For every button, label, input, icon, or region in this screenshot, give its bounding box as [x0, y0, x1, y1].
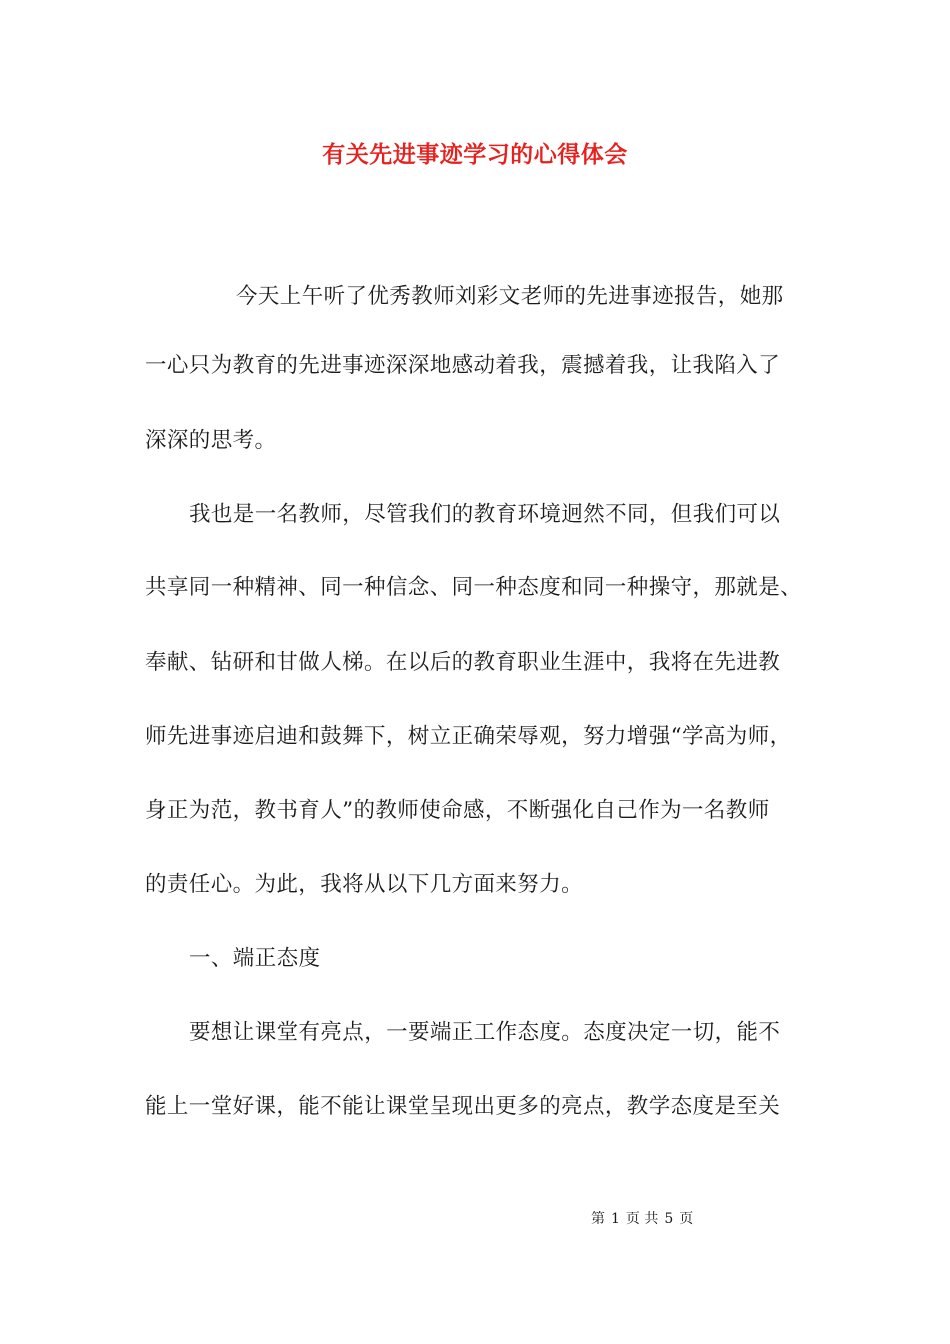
section-heading: 一、端正态度 — [189, 946, 321, 971]
paragraph-line: 今天上午听了优秀教师刘彩文老师的先进事迹报告，她那 — [236, 284, 784, 309]
paragraph-line: 奉献、钻研和甘做人梯。在以后的教育职业生涯中，我将在先进教 — [145, 650, 781, 675]
paragraph-line: 我也是一名教师，尽管我们的教育环境迥然不同，但我们可以 — [189, 502, 781, 527]
footer-total-pages: 5 — [664, 1211, 674, 1227]
footer-prefix: 第 — [591, 1211, 605, 1227]
paragraph-line: 一心只为教育的先进事迹深深地感动着我，震撼着我，让我陷入了 — [145, 353, 781, 378]
paragraph-line: 的责任心。为此，我将从以下几方面来努力。 — [145, 872, 584, 897]
paragraph-line: 共享同一种精神、同一种信念、同一种态度和同一种操守，那就是、 — [145, 575, 803, 600]
footer-middle: 页 共 — [625, 1211, 659, 1227]
page-footer — [591, 1208, 699, 1230]
paragraph-line: 能上一堂好课，能不能让课堂呈现出更多的亮点，教学态度是至关 — [145, 1094, 781, 1119]
paragraph-line: 师先进事迹启迪和鼓舞下，树立正确荣辱观，努力增强“学高为师， — [145, 724, 792, 749]
footer-page-number: 1 — [611, 1211, 620, 1227]
footer-suffix: 页 — [679, 1211, 694, 1227]
paragraph-line: 深深的思考。 — [145, 428, 277, 453]
document-title: 有关先进事迹学习的心得体会 — [322, 141, 628, 168]
paragraph-line: 要想让课堂有亮点，一要端正工作态度。态度决定一切，能不 — [189, 1020, 781, 1045]
paragraph-line: 身正为范，教书育人”的教师使命感，不断强化自己作为一名教师 — [145, 798, 770, 823]
